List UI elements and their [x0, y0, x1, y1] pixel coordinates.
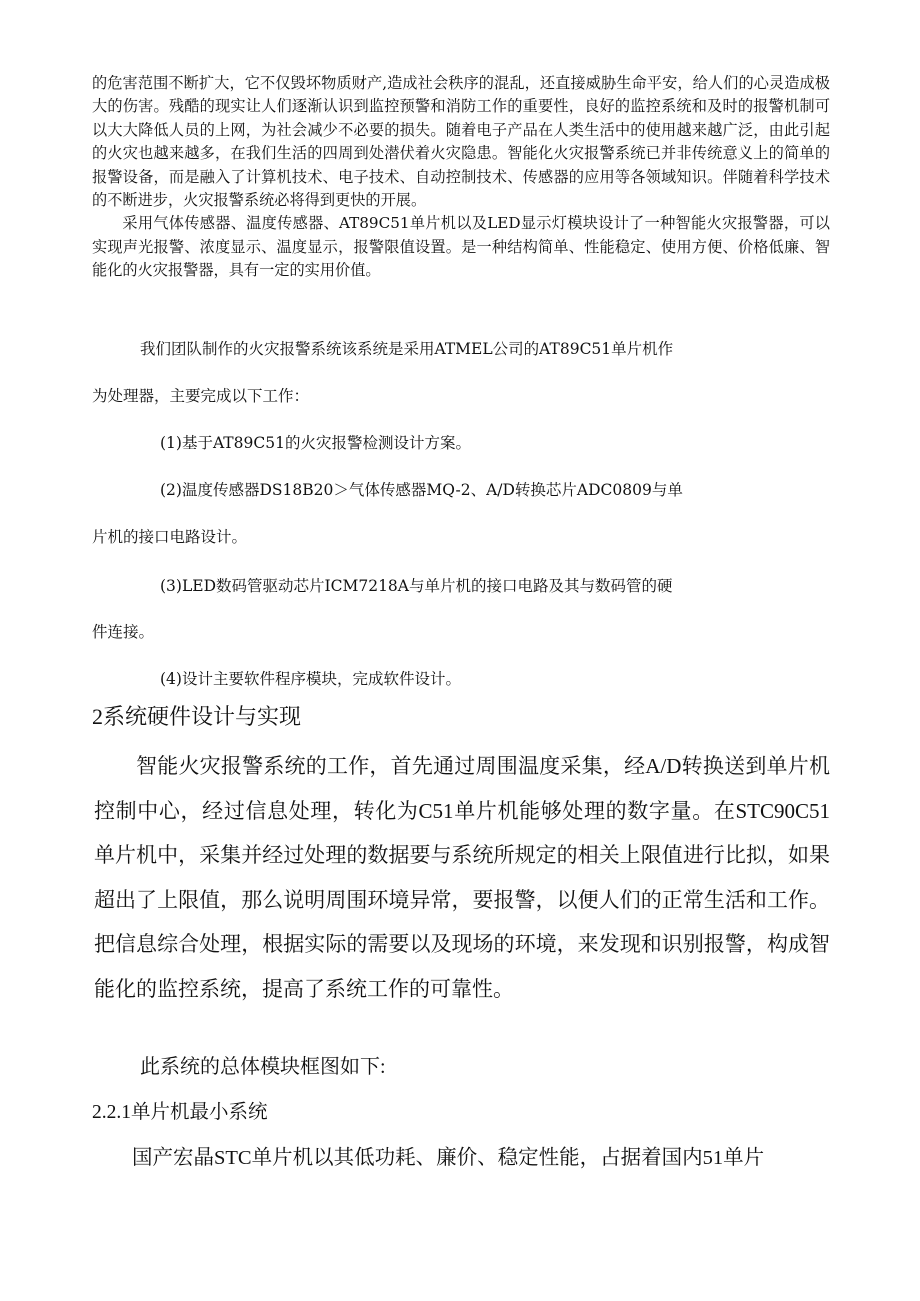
- team-line-1: 我们团队制作的火灾报警系统该系统是采用ATMEL公司的AT89C51单片机作: [140, 340, 674, 358]
- paragraph-sensor-design: 采用气体传感器、温度传感器、AT89C51单片机以及LED显示灯模块设计了一种智能火灾报警器，可以实现声光报警、浓度显示、温度显示，报警限值设置。是一种结构简单、性能稳定、使用方便、价格低廉、智能化的火灾报警器，具有一定的实用价值。: [92, 214, 830, 280]
- work-item-4: (4)设计主要软件程序模块，完成软件设计。: [160, 670, 461, 688]
- section-2-2-1-heading: 2.2.1单片机最小系统: [92, 1102, 268, 1123]
- work-item-1: (1)基于AT89C51的火灾报警检测设计方案。: [160, 434, 471, 452]
- work-item-3-cont: 件连接。: [92, 623, 155, 641]
- work-item-2: (2)温度传感器DS18B20＞气体传感器MQ-2、A/D转换芯片ADC0809与单: [160, 481, 683, 499]
- section-2-paragraph: 智能火灾报警系统的工作，首先通过周围温度采集，经A/D转换送到单片机控制中心，经过信息处理，转化为C51单片机能够处理的数字量。在STC90C51单片机中，采集并经过处理的数据要与系统所规定的相关上限值进行比拟，如果超出了上限值，那么说明周围环境异常，要报警，以便人们的正常生活和工作。把信息综合处理，根据实际的需要以及现场的环境，来发现和识别报警，构成智能化的监控系统，提高了系统工作的可靠性。: [94, 754, 830, 1001]
- block-diagram-intro: 此系统的总体模块框图如下:: [140, 1056, 386, 1078]
- paragraph-hazard: 的危害范围不断扩大，它不仅毁坏物质财产,造成社会秩序的混乱，还直接威胁生命平安，给人们的心灵造成极大的伤害。残酷的现实让人们逐渐认识到监控预警和消防工作的重要性，良好的监控系统和及时的报警机制可以大大降低人员的上网，为社会减少不必要的损失。随着电子产品在人类生活中的使用越来越广泛，由此引起的火灾也越来越多，在我们生活的四周到处潜伏着火灾隐患。智能化火灾报警系统已并非传统意义上的简单的报警设备，而是融入了计算机技术、电子技术、自动控制技术、传感器的应用等各领域知识。伴随着科学技术的不断进步，火灾报警系统必将得到更快的开展。: [92, 74, 830, 210]
- section-2-2-1-paragraph: 国产宏晶STC单片机以其低功耗、廉价、稳定性能，占据着国内51单片: [132, 1147, 765, 1169]
- work-item-3: (3)LED数码管驱动芯片ICM7218A与单片机的接口电路及其与数码管的硬: [160, 577, 673, 595]
- intro-paragraphs: [92, 72, 830, 283]
- section-2-heading: 2系统硬件设计与实现: [92, 704, 302, 729]
- work-item-2-cont: 片机的接口电路设计。: [92, 528, 248, 546]
- team-line-2: 为处理器，主要完成以下工作：: [92, 387, 310, 405]
